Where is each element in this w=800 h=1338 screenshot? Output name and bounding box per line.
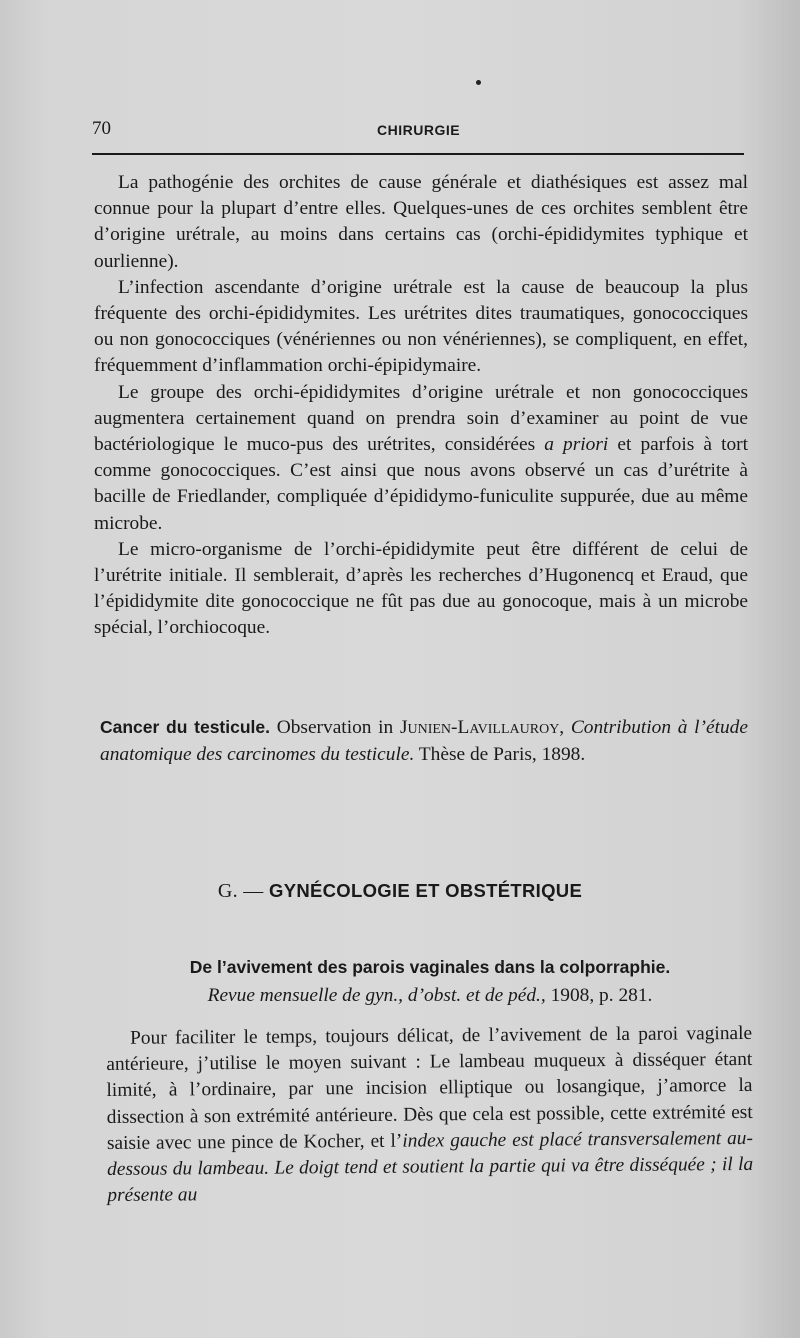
ink-speck	[476, 80, 481, 85]
paragraph-micro-organism: Le micro-organisme de l’orchi-épididymite peut être différent de celui de l’urétrite initiale. Il semblerait, d’après les recherches d’Hugonencq et Eraud, que l’épididymite dite gonococcique ne fût pas due au gonocoque, mais à un microbe spécial, l’orchiocoque.	[94, 538, 748, 639]
running-head: CHIRURGIE	[377, 122, 461, 138]
paragraph-non-gonococcal	[94, 380, 748, 537]
section-title: GYNÉCOLOGIE ET OBSTÉTRIQUE	[269, 880, 583, 901]
article-source-details: 1908, p. 281.	[545, 985, 653, 1006]
cancer-entry-title: Cancer du testicule.	[100, 717, 270, 737]
paragraph-text: Pour faciliter le temps, toujours délicat, de l’avivement de la paroi vaginale antérieure, j’utilise le moyen suivant : Le lambeau muqueux à disséquer étant limité, à l’ordinaire, par une incision elliptique ou losangique, j’amorce la dissection à son extrémité antérieure. Dès que cela est possible, cette extrémité est saisie avec une pince de Kocher, et l’	[106, 1022, 753, 1154]
paragraph-text: et parfois à tort comme gonococciques. C’est ainsi que nous avons observé un cas d’urétrite à bacille de Friedlander, compliquée d’épididymo-funiculite suppurée, due au même microbe.	[94, 434, 748, 534]
article-source-journal: Revue mensuelle de gyn., d’obst. et de péd.,	[207, 985, 546, 1006]
italic-passage: index gauche est placé transversalement au-dessous du lambeau. Le doigt tend et soutient la partie qui va être disséquée ; il la présente au	[107, 1127, 754, 1207]
italic-phrase: a priori	[544, 434, 609, 456]
article-title: De l’avivement des parois vaginales dans la colporraphie.	[189, 957, 671, 977]
orchitis-text	[94, 170, 748, 642]
page-header	[92, 118, 748, 140]
cancer-entry	[100, 714, 748, 768]
section-prefix: G. —	[217, 880, 264, 902]
article-source	[150, 985, 710, 1007]
section-heading	[0, 880, 800, 903]
colporraphy-text	[106, 1021, 753, 1209]
cancer-entry-rest: Thèse de Paris, 1898.	[414, 743, 586, 765]
paragraph-ascending-infection: L’infection ascendante d’origine urétrale est la cause de beaucoup la plus fréquente des orchi-épididymites. Les urétrites dites traumatiques, gonococciques ou non gonococciques (vénériennes ou non vénériennes), se compliquent, en effet, fréquemment d’inflammation orchi-épipidymaire.	[94, 276, 748, 377]
paragraph-pathogeny: La pathogénie des orchites de cause générale et diathésiques est assez mal connue pour la plupart d’entre elles. Quelques-unes de ces orchites semblent être d’origine urétrale, au moins dans certains cas (orchi-épididymites typhique et ourlienne).	[94, 172, 748, 272]
page-number: 70	[92, 118, 111, 139]
header-rule	[92, 153, 744, 155]
cancer-entry-text: Observation in	[270, 717, 400, 738]
cancer-entry-author: Junien-Lavillauroy,	[399, 717, 565, 738]
paragraph-technique	[106, 1021, 753, 1209]
cancer-entry-work: Contribution à l’étude anatomique des carcinomes du testicule.	[100, 717, 748, 765]
paragraph-text: Le groupe des orchi-épididymites d’origine urétrale et non gonococciques augmentera certainement quand on prendra soin d’examiner au point de vue bactériologique le muco-pus des urétrites, considérées	[94, 381, 748, 456]
